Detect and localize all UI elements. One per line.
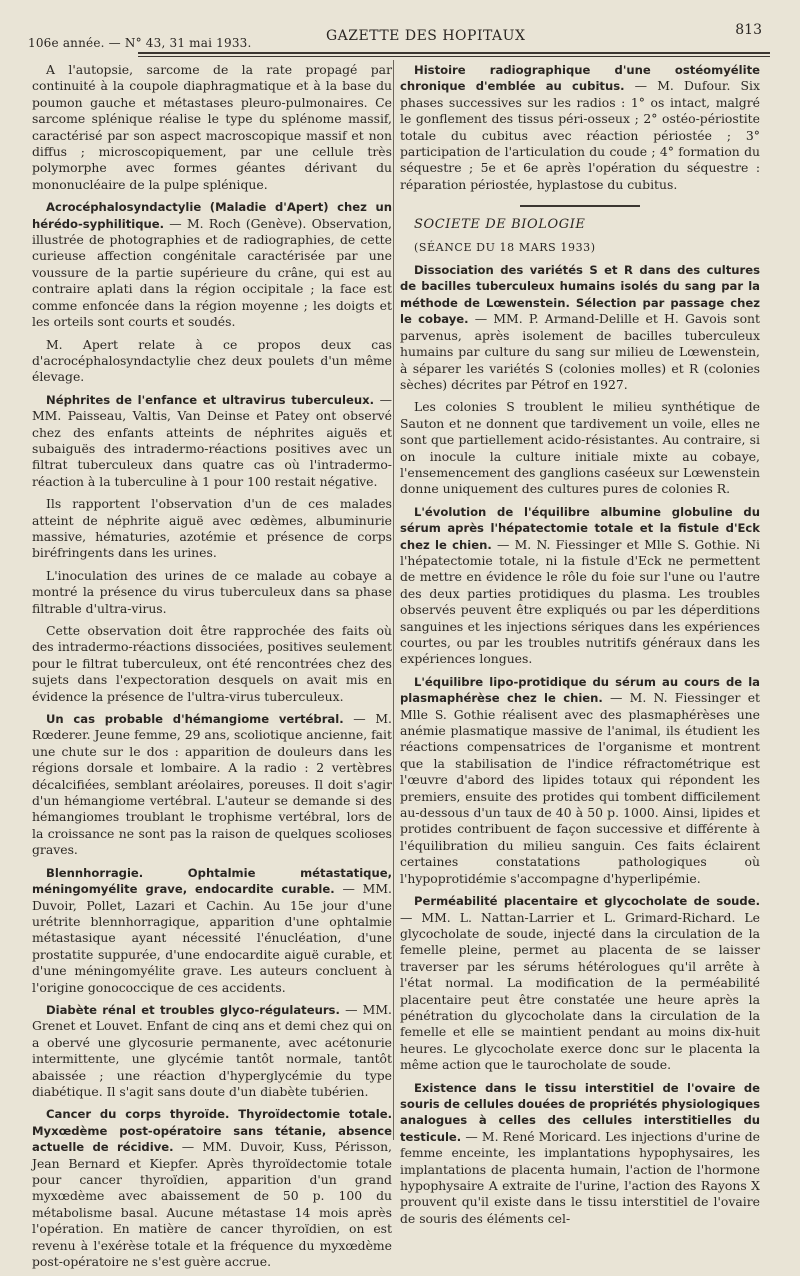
right-column-top [400, 62, 760, 193]
body-paragraph [400, 399, 760, 497]
article-heading: Cancer du corps thyroïde. Thyroïdectomie totale. Myxœdème post-opératoire sans tétanie, absence actuelle de récidive. [32, 1107, 392, 1155]
body-paragraph [32, 62, 392, 193]
article-paragraph [32, 1106, 392, 1270]
article-paragraph [32, 1002, 392, 1100]
article-heading: Diabète rénal et troubles glyco-régulateurs. [46, 1002, 340, 1017]
article-paragraph [32, 392, 392, 490]
article-text: — MM. Duvoir, Kuss, Périsson, Jean Bernard et Kiepfer. Après thyroïdectomie totale pour cancer thyroïdien, apparition d'un grand myxœdème avec abaissement de 50 p. 100 du métabolisme basal. Aucune métastase 14 mois après l'opération. En matière de cancer thyroïdien, on est revenu à l'exérèse totale et la fréquence du myxœdème post-opératoire ne s'est guère accrue. [32, 1139, 392, 1270]
session-date: (SÉANCE DU 18 MARS 1933) [414, 240, 596, 254]
article-heading: L'évolution de l'équilibre albumine globuline du sérum après l'hépatectomie totale et la fistule d'Eck chez le chien. [400, 504, 760, 552]
article-paragraph [32, 865, 392, 996]
article-text: A l'autopsie, sarcome de la rate propagé par continuité à la coupole diaphragmatique et à la base du poumon gauche et métastases pleuro-pulmonaires. Ce sarcome splénique réalise le type du splénome massif, caractérisé par son aspect macroscopique massif et non diffus ; microscopiquement, par une cellule très polymorphe avec formes géantes dérivant du mononucléaire de la pulpe splénique. [32, 62, 392, 192]
article-heading: Existence dans le tissu interstitiel de l'ovaire de souris de cellules douées de propriétés physiologiques analogues à celles des cellules interstitielles du testicule. [400, 1080, 760, 1144]
article-paragraph [400, 1080, 760, 1228]
article-text: — MM. Paisseau, Valtis, Van Deinse et Patey ont observé chez des enfants atteints de néphrites aiguës et subaiguës des intradermo-réactions positives avec un filtrat tuberculeux dans quatre cas où l'intradermo-réaction à la tuberculine à 1 pour 100 restait négative. [32, 391, 392, 489]
header-rule [138, 52, 770, 54]
right-column [400, 62, 760, 1233]
article-text: L'inoculation des urines de ce malade au cobaye a montré la présence du virus tuberculeux dans sa phase filtrable d'ultra-virus. [32, 567, 392, 616]
article-heading: Histoire radiographique d'une ostéomyélite chronique d'emblée au cubitus. [400, 63, 760, 94]
header-rule-thin [138, 56, 770, 57]
section-rule [520, 205, 640, 207]
article-paragraph [400, 893, 760, 1073]
article-heading: Perméabilité placentaire et glycocholate de soude. [414, 894, 760, 909]
publication-title: GAZETTE DES HOPITAUX [326, 28, 526, 44]
body-paragraph [32, 623, 392, 705]
article-heading: L'équilibre lipo-protidique du sérum au cours de la plasmaphérèse chez le chien. [400, 674, 760, 706]
article-text: — MM. Duvoir, Pollet, Lazari et Cachin. Au 15e jour d'une urétrite blennhorragique, apparition d'une ophtalmie métastasique ayant nécessité l'énucléation, d'une prostatite suppurée, d'une endocardite aiguë curable, et d'une méningomyélite grave. Les auteurs concluent à l'origine gonococcique de ces accidents. [32, 881, 392, 995]
article-text: — M. Dufour. Six phases successives sur les radios : 1° os intact, malgré le gonflement des tissus péri-osseux ; 2° ostéo-périostite totale du cubitus avec réaction périostée ; 3° participation de l'articulation du coude ; 4° formation du séquestre ; 5e et 6e après l'opération du séquestre : réparation périostée, hyplastose du cubitus. [400, 78, 761, 192]
article-text: — MM. L. Nattan-Larrier et L. Grimard-Richard. Le glycocholate de soude, injecté dans la circulation de la femelle pleine, permet au placenta de se laisser traverser par les sérums hétérologues qu'il arrête à l'état normal. La modification de la perméabilité placentaire peut être constatée une heure après la pénétration du glycocholate dans la circulation de la femelle et elle se maintient pendant au moins dix-huit heures. Le glycocholate exerce donc sur le placenta la même action que le taurocholate de soude. [400, 909, 760, 1073]
article-paragraph [400, 262, 760, 393]
society-title: SOCIETE DE BIOLOGIE [414, 217, 586, 233]
article-text: Les colonies S troublent le milieu synthétique de Sauton et ne donnent que tardivement un voile, elles ne sont que partiellement acido-résistantes. Au contraire, si on inocule la culture initiale mixte au cobaye, l'ensemencement des ganglions caséeux sur Lœwenstein donne uniquement des cultures pures de colonies R. [400, 399, 760, 497]
article-heading: Néphrites de l'enfance et ultravirus tuberculeux. [46, 392, 375, 407]
article-paragraph [32, 199, 392, 330]
article-text: M. Apert relate à ce propos deux cas d'acrocéphalosyndactylie chez deux poulets d'un même élevage. [32, 336, 392, 385]
article-text: — M. N. Fiessinger et Mlle S. Gothie. Ni l'hépatectomie totale, ni la fistule d'Eck ne permettent de mettre en évidence le rôle du foie sur l'une ou l'autre des deux parties protidiques du plasma. Les troubles observés peuvent être expliqués ou par les déperditions sanguines et les injections sériques dans les expériences courtes, ou par les troubles nutritifs généraux dans les expériences longues. [400, 536, 760, 667]
article-text: — MM. Grenet et Louvet. Enfant de cinq ans et demi chez qui on a obervé une glycosurie permanente, avec acétonurie intermittente, une glycémie tantôt normale, tantôt abaissée ; une réaction d'hyperglycémie du type diabétique. Il s'agit sans doute d'un diabète tubérien. [32, 1001, 392, 1099]
article-paragraph [400, 674, 760, 887]
article-text: — M. Roch (Genève). Observation, illustrée de photographies et de radiographies, de cette curieuse affection congénitale caractérisée par une voussure de la partie supérieure du crâne, qui est au contraire aplati dans la région occipitale ; la face est comme enfoncée dans la région moyenne ; les doigts et les orteils sont courts et soudés. [32, 215, 392, 330]
article-text: — M. Rœderer. Jeune femme, 29 ans, scoliotique ancienne, fait une chute sur le dos : apparition de douleurs dans les régions dorsale et lombaire. A la radio : 2 vertèbres décalcifiées, semblant aréolaires, poreuses. Il doit s'agir d'un hémangiome vertébral. L'auteur se demande si des hémangiomes troublant le trophisme vertébral, lors de la croissance ne sont pas la raison de quelques scolioses graves. [32, 711, 392, 858]
article-text: — MM. P. Armand-Delille et H. Gavois sont parvenus, après isolement de bacilles tuberculeux humains par culture du sang sur milieu de Lœwenstein, à séparer les variétés S (colonies molles) et R (colonies sèches) décrites par Pétrof en 1927. [400, 311, 760, 392]
body-paragraph [32, 568, 392, 617]
issue-info: 106e année. — N° 43, 31 mai 1933. [28, 36, 252, 50]
right-column-bottom [400, 262, 760, 1227]
article-paragraph [400, 62, 760, 193]
article-heading: Blennhorragie. Ophtalmie métastatique, méningomyélite grave, endocardite curable. [32, 865, 392, 897]
article-heading: Dissociation des variétés S et R dans des cultures de bacilles tuberculeux humains isolés du sang par la méthode de Lœwenstein. Sélection par passage chez le cobaye. [400, 263, 760, 327]
body-paragraph [32, 337, 392, 386]
article-heading: Acrocéphalosyndactylie (Maladie d'Apert) chez un hérédo-syphilitique. [32, 200, 392, 231]
left-column [32, 62, 392, 1276]
article-text: Ils rapportent l'observation d'un de ces malades atteint de néphrite aiguë avec œdèmes, albuminurie massive, hématuries, azotémie et présence de corps biréfringents dans les urines. [32, 496, 392, 561]
article-heading: Un cas probable d'hémangiome vertébral. [46, 712, 344, 727]
page-header [28, 22, 770, 52]
body-paragraph [32, 496, 392, 562]
article-text: — M. N. Fiessinger et Mlle S. Gothie réalisent avec des plasmaphérèses une anémie plasmatique massive de l'animal, ils étudient les réactions compensatrices de l'organisme et montrent que la stabilisation de l'indice réfractométrique est l'œuvre d'abord des lipides totaux qui répondent les premiers, ensuite des protides qui tombent difficilement au-dessous d'un taux de 40 à 50 p. 1000. Ainsi, lipides et protides contribuent de façon successive et différente à l'équilibration du milieu sanguin. Ces faits éclairent certaines constatations pathologiques où l'hypoprotidémie s'accompagne d'hyperlipémie. [400, 690, 761, 886]
article-text: Cette observation doit être rapprochée des faits où des intradermo-réactions dissociées, positives seulement pour le filtrat tuberculeux, ont été rencontrées chez des sujets dans l'expectoration desquels on avait mis en évidence la présence de l'ultra-virus tuberculeux. [32, 623, 392, 704]
column-divider [393, 60, 394, 1140]
article-paragraph [400, 504, 760, 668]
article-paragraph [32, 711, 392, 859]
page-number: 813 [735, 22, 762, 38]
article-text: — M. René Moricard. Les injections d'urine de femme enceinte, les implantations hypophysaires, les implantations de placenta humain, l'action de l'hormone hypophysaire A extraite de l'urine, l'action des Rayons X prouvent qu'il existe dans le tissu interstitiel de l'ovaire de souris des éléments cel- [400, 1128, 760, 1226]
